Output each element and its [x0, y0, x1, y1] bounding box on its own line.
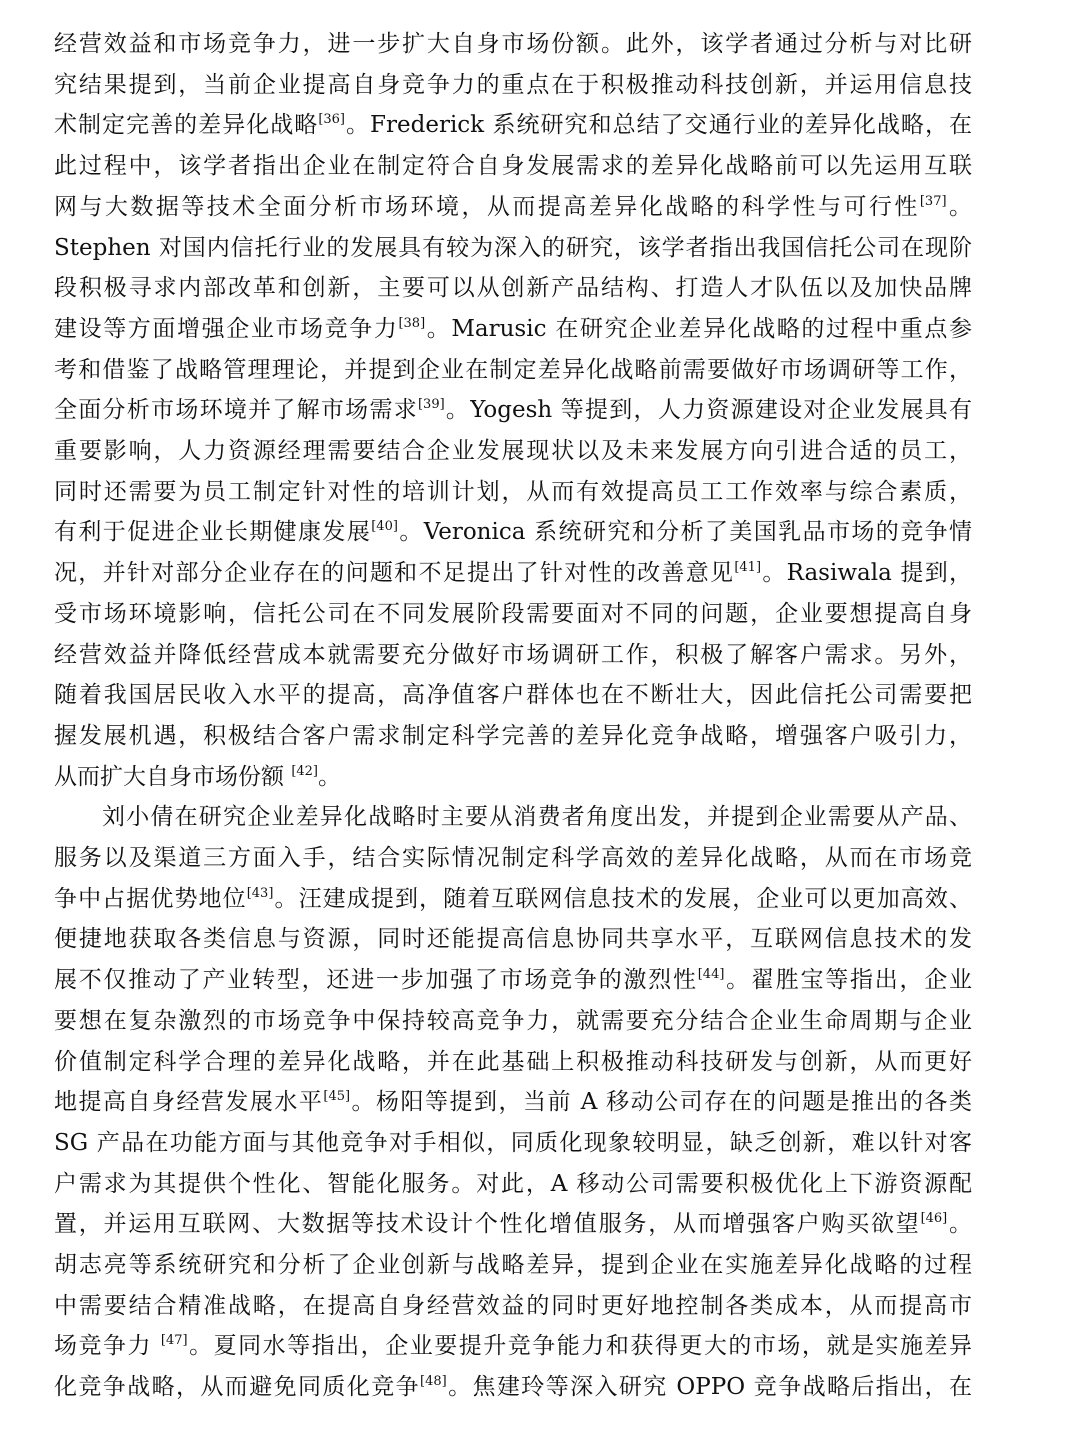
text-line: 考和借鉴了战略管理理论，并提到企业在制定差异化战略前需要做好市场调研等工作， — [54, 356, 972, 383]
text-line: 究结果提到，当前企业提高自身竞争力的重点在于积极推动科技创新，并运用信息技 — [54, 71, 972, 98]
text-line: 从而扩大自身市场份额 [42]。 — [54, 763, 341, 790]
text-line: 展不仅推动了产业转型，还进一步加强了市场竞争的激烈性[44]。翟胜宝等指出，企业 — [54, 967, 973, 994]
text-line: 重要影响，人力资源经理需要结合企业发展现状以及未来发展方向引进合适的员工， — [54, 438, 972, 464]
citation-marker: [45] — [323, 1089, 351, 1105]
text-line: 场竞争力 [47]。夏同水等指出，企业要提升竞争能力和获得更大的市场，就是实施差异 — [54, 1333, 973, 1360]
text-line: SG 产品在功能方面与其他竞争对手相似，同质化现象较明显，缺乏创新，难以针对客 — [54, 1129, 972, 1156]
citation-marker: [36] — [318, 112, 345, 128]
citation-marker: [38] — [398, 315, 426, 331]
text-line: 术制定完善的差异化战略[36]。Frederick 系统研究和总结了交通行业的差异化战略，在 — [54, 112, 972, 139]
text-line: 经营效益和市场竞争力，进一步扩大自身市场份额。此外，该学者通过分析与对比研 — [54, 31, 972, 57]
text-line: Stephen 对国内信托行业的发展具有较为深入的研究，该学者指出我国信托公司在现阶 — [54, 234, 972, 261]
text-line: 随着我国居民收入水平的提高，高净值客户群体也在不断壮大，因此信托公司需要把 — [54, 682, 972, 709]
text-line: 网与大数据等技术全面分析市场环境，从而提高差异化战略的科学性与可行性[37]。 — [54, 193, 973, 220]
citation-marker: [37] — [919, 193, 947, 209]
text-line: 争中占据优势地位[43]。汪建成提到，随着互联网信息技术的发展，企业可以更加高效、 — [54, 885, 973, 912]
citation-marker: [42] — [291, 763, 318, 779]
text-line: 刘小倩在研究企业差异化战略时主要从消费者角度出发，并提到企业需要从产品、 — [102, 804, 972, 831]
text-line: 要想在复杂激烈的市场竞争中保持较高竞争力，就需要充分结合企业生命周期与企业 — [54, 1007, 972, 1034]
citation-marker: [48] — [420, 1374, 447, 1390]
text-line: 便捷地获取各类信息与资源，同时还能提高信息协同共享水平，互联网信息技术的发 — [54, 926, 972, 953]
text-line: 价值制定科学合理的差异化战略，并在此基础上积极推动科技研发与创新，从而更好 — [54, 1048, 972, 1075]
text-line: 置，并运用互联网、大数据等技术设计个性化增值服务，从而增强客户购买欲望[46]。 — [54, 1211, 973, 1238]
text-line: 况，并针对部分企业存在的问题和不足提出了针对性的改善意见[41]。Rasiwala 提到， — [54, 560, 972, 587]
text-line: 此过程中，该学者指出企业在制定符合自身发展需求的差异化战略前可以先运用互联 — [54, 153, 972, 180]
text-line: 建设等方面增强企业市场竞争力[38]。Marusic 在研究企业差异化战略的过程中重点参 — [54, 315, 973, 342]
citation-marker: [43] — [246, 885, 274, 901]
text-line: 中需要结合精准战略，在提高自身经营效益的同时更好地控制各类成本，从而提高市 — [54, 1292, 972, 1319]
text-line: 户需求为其提供个性化、智能化服务。对此，A 移动公司需要积极优化上下游资源配 — [54, 1170, 972, 1197]
text-line: 握发展机遇，积极结合客户需求制定科学完善的差异化竞争战略，增强客户吸引力， — [54, 722, 972, 749]
citation-marker: [41] — [734, 560, 762, 576]
text-line: 同时还需要为员工制定针对性的培训计划，从而有效提高员工工作效率与综合素质， — [54, 478, 972, 505]
text-line: 全面分析市场环境并了解市场需求[39]。Yogesh 等提到，人力资源建设对企业发展具有 — [54, 397, 973, 424]
text-line: 经营效益并降低经营成本就需要充分做好市场调研工作，积极了解客户需求。另外， — [54, 641, 972, 668]
text-line: 有利于促进企业长期健康发展[40]。Veronica 系统研究和分析了美国乳品市场的竞争情 — [54, 519, 972, 546]
citation-marker: [40] — [371, 519, 398, 535]
citation-marker: [47] — [160, 1333, 188, 1349]
text-line: 化竞争战略，从而避免同质化竞争[48]。焦建玲等深入研究 OPPO 竞争战略后指出，在 — [54, 1374, 972, 1401]
citation-marker: [44] — [697, 967, 725, 983]
text-line: 胡志亮等系统研究和分析了企业创新与战略差异，提到企业在实施差异化战略的过程 — [54, 1252, 972, 1278]
text-line: 受市场环境影响，信托公司在不同发展阶段需要面对不同的问题，企业要想提高自身 — [54, 600, 972, 627]
citation-marker: [46] — [920, 1211, 948, 1227]
text-line: 地提高自身经营发展水平[45]。杨阳等提到，当前 A 移动公司存在的问题是推出的各类 — [54, 1089, 972, 1116]
text-line: 服务以及渠道三方面入手，结合实际情况制定科学高效的差异化战略，从而在市场竞 — [54, 845, 972, 871]
text-line: 段积极寻求内部改革和创新，主要可以从创新产品结构、打造人才队伍以及加快品牌 — [54, 275, 972, 302]
citation-marker: [39] — [417, 397, 445, 413]
